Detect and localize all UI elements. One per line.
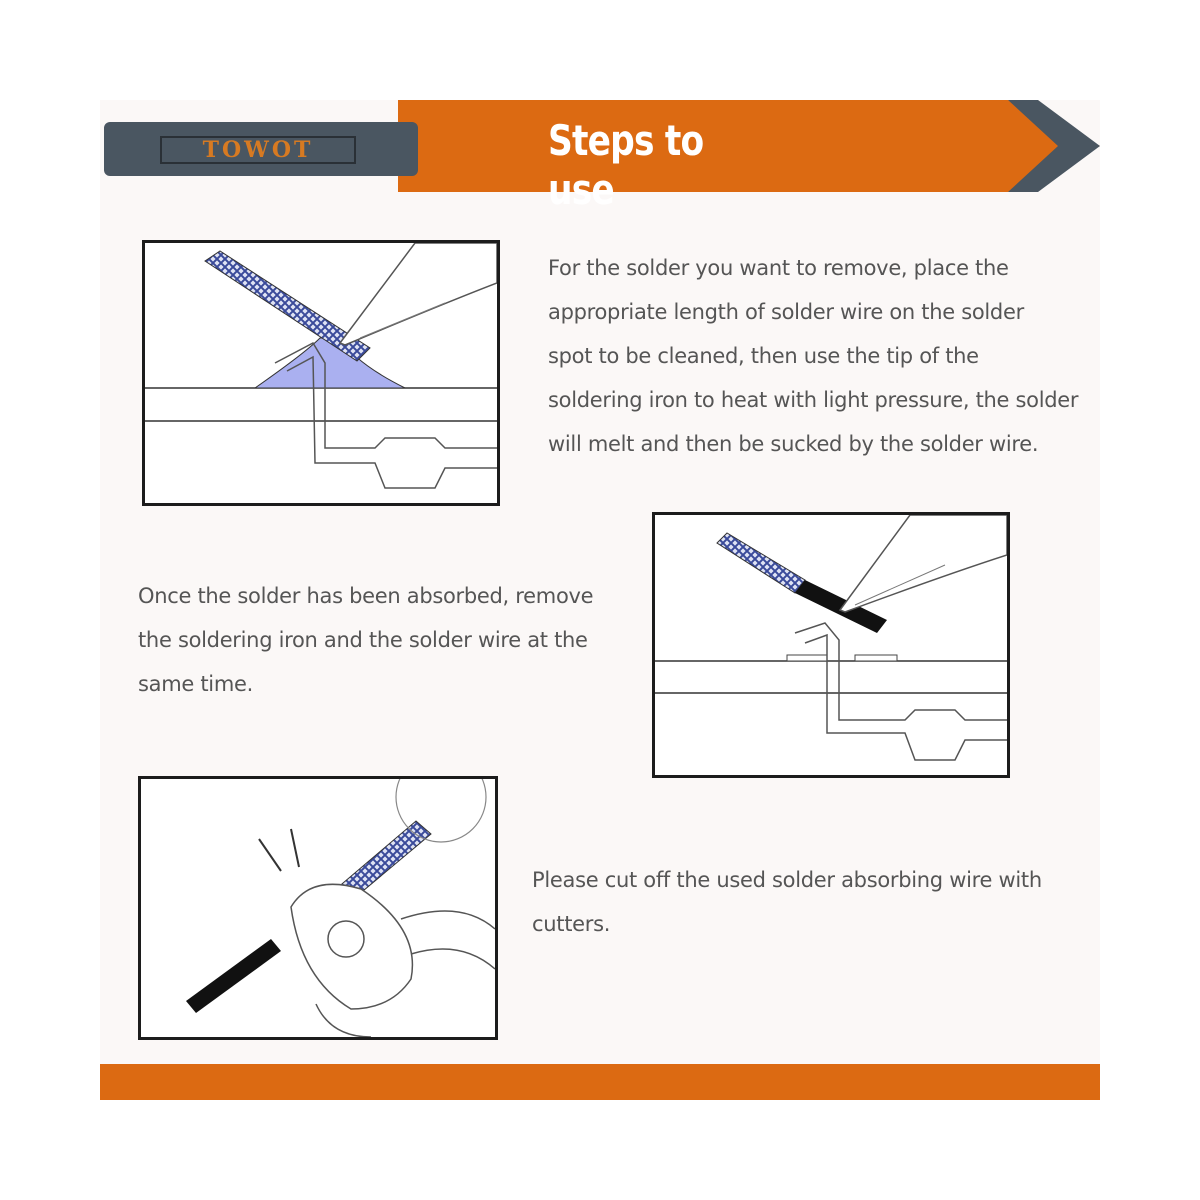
- step-3-text: Please cut off the used solder absorbing wire with cutters.: [532, 868, 1042, 936]
- step-2-text: Once the solder has been absorbed, remove the soldering iron and the solder wire at the same time.: [138, 584, 594, 696]
- step-1-illustration: [142, 240, 500, 506]
- footer-bar: [100, 1064, 1100, 1100]
- step-3-illustration: [138, 776, 498, 1040]
- page-title: Steps to use: [548, 116, 704, 214]
- step-2-illustration: [652, 512, 1010, 778]
- step-1-text: For the solder you want to remove, place the appropriate length of solder wire on the solder spot to be cleaned, then use the tip of the soldering iron to heat with light pressure, the solder will melt and then be sucked by the solder wire.: [548, 256, 1079, 456]
- towot-logo: TOWOT: [160, 136, 356, 164]
